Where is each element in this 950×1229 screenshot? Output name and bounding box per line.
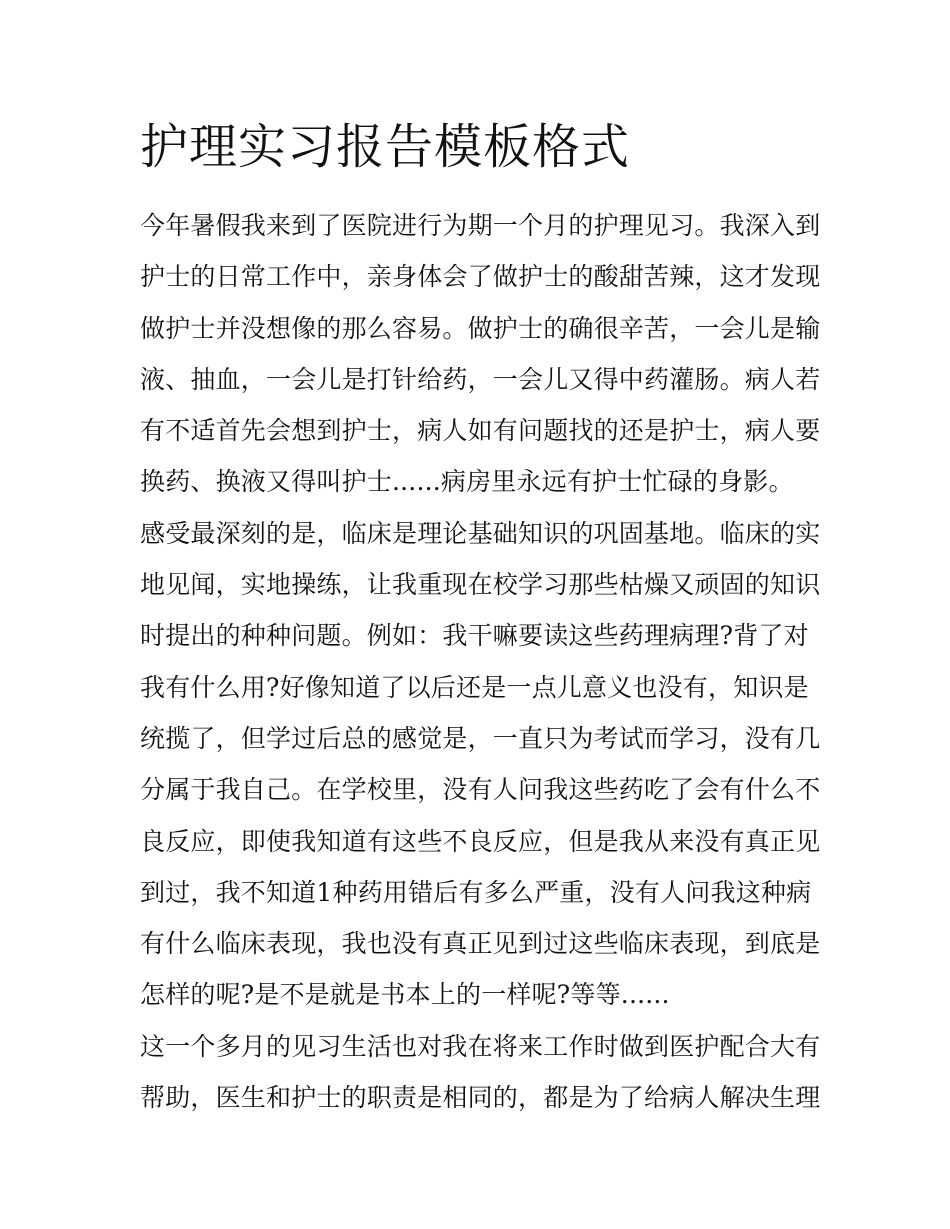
- text-line: 感受最深刻的是，临床是理论基础知识的巩固基地。临床的实: [140, 518, 821, 548]
- text-line: 我有什么用?好像知道了以后还是一点儿意义也没有，知识是: [140, 672, 809, 702]
- text-line: 今年暑假我来到了医院进行为期一个月的护理见习。我深入到: [140, 211, 821, 240]
- text-line: 有不适首先会想到护士，病人如有问题找的还是护士，病人要: [140, 416, 821, 446]
- text-line: 统揽了，但学过后总的感觉是，一直只为考试而学习，没有几: [140, 723, 821, 753]
- text-line: 到过，我不知道1种药用错后有多么严重，没有人问我这种病: [140, 877, 812, 907]
- text-line: 换药、换液又得叫护士......病房里永远有护士忙碌的身影。: [140, 467, 794, 497]
- text-line: 液、抽血，一会儿是打针给药，一会儿又得中药灌肠。病人若: [140, 364, 821, 394]
- text-line: 地见闻，实地操练，让我重现在校学习那些枯燥又顽固的知识: [140, 570, 821, 600]
- text-line: 护士的日常工作中，亲身体会了做护士的酸甜苦辣，这才发现: [140, 262, 821, 292]
- text-line: 这一个多月的见习生活也对我在将来工作时做到医护配合大有: [140, 1031, 821, 1061]
- text-line: 分属于我自己。在学校里，没有人问我这些药吃了会有什么不: [140, 775, 821, 805]
- text-line: 有什么临床表现，我也没有真正见到过这些临床表现，到底是: [140, 929, 821, 959]
- paragraph-2: [140, 508, 820, 1021]
- text-line: 做护士并没想像的那么容易。做护士的确很辛苦，一会儿是输: [140, 313, 821, 343]
- paragraph-3: [140, 1021, 820, 1124]
- paragraph-1: [140, 200, 820, 508]
- document-body: [140, 200, 820, 1123]
- document-title: 护理实习报告模板格式: [140, 119, 631, 175]
- text-line: 帮助，医生和护士的职责是相同的，都是为了给病人解决生理: [140, 1083, 821, 1113]
- text-line: 良反应，即使我知道有这些不良反应，但是我从来没有真正见: [140, 826, 821, 856]
- text-line: 时提出的种种问题。例如：我干嘛要读这些药理病理?背了对: [140, 621, 809, 651]
- text-line: 怎样的呢?是不是就是书本上的一样呢?等等......: [140, 980, 670, 1010]
